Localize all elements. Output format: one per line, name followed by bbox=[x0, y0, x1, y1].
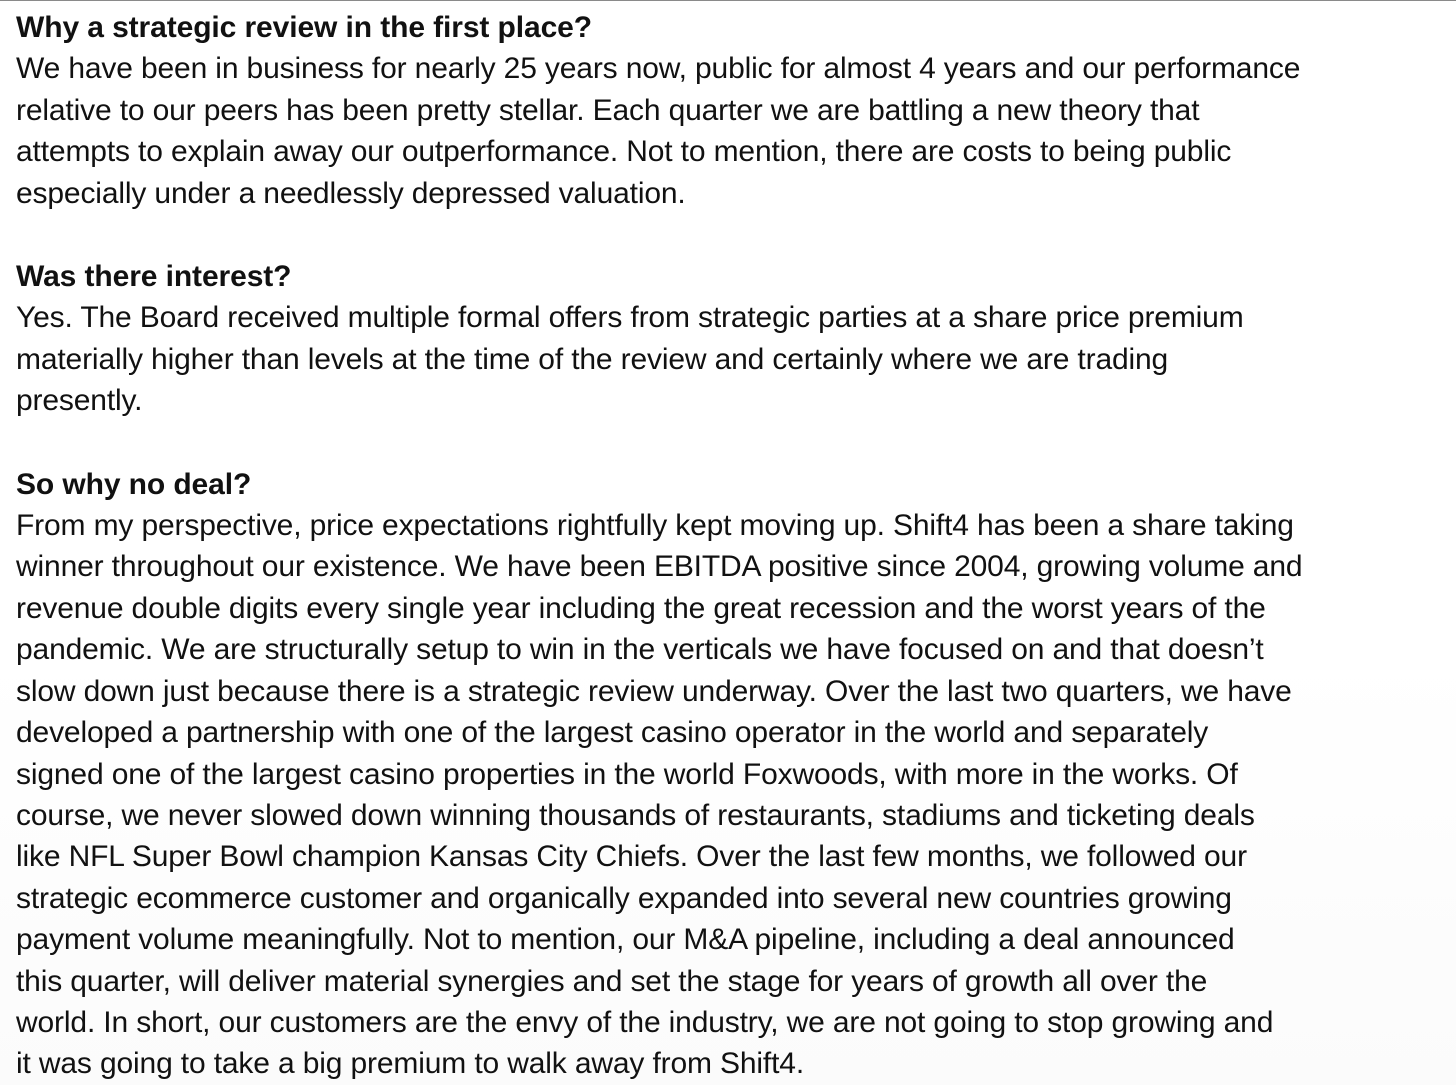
section-paragraph bbox=[16, 48, 1452, 214]
section-no-deal bbox=[16, 464, 1452, 1085]
section-heading: Why a strategic review in the first place? bbox=[16, 11, 592, 44]
paragraph-line: revenue double digits every single year including the great recession and the worst years of the bbox=[16, 591, 1266, 625]
paragraph-line: developed a partnership with one of the largest casino operator in the world and separately bbox=[16, 716, 1209, 750]
document-content bbox=[16, 7, 1452, 1085]
section-paragraph bbox=[16, 297, 1452, 421]
paragraph-line: it was going to take a big premium to walk away from Shift4. bbox=[16, 1047, 805, 1081]
paragraph-line: world. In short, our customers are the envy of the industry, we are not going to stop growing and bbox=[16, 1005, 1274, 1039]
section-paragraph bbox=[16, 505, 1452, 1085]
paragraph-line: like NFL Super Bowl champion Kansas City Chiefs. Over the last few months, we followed our bbox=[16, 840, 1247, 874]
section-interest bbox=[16, 256, 1452, 422]
paragraph-line: winner throughout our existence. We have been EBITDA positive since 2004, growing volume and bbox=[16, 550, 1303, 584]
paragraph-line: From my perspective, price expectations rightfully kept moving up. Shift4 has been a share taking bbox=[16, 509, 1294, 543]
section-heading: Was there interest? bbox=[16, 260, 292, 294]
paragraph-line: materially higher than levels at the time of the review and certainly where we are trading bbox=[16, 342, 1169, 376]
paragraph-line: slow down just because there is a strategic review underway. Over the last two quarters, we have bbox=[16, 674, 1292, 708]
paragraph-line: presently. bbox=[16, 384, 143, 418]
section-strategic-review bbox=[16, 7, 1452, 214]
paragraph-line: payment volume meaningfully. Not to mention, our M&A pipeline, including a deal announced bbox=[16, 923, 1235, 957]
section-heading: So why no deal? bbox=[16, 467, 252, 501]
paragraph-line: strategic ecommerce customer and organically expanded into several new countries growing bbox=[16, 881, 1232, 915]
paragraph-line: especially under a needlessly depressed valuation. bbox=[16, 176, 686, 210]
paragraph-line: course, we never slowed down winning thousands of restaurants, stadiums and ticketing deals bbox=[16, 798, 1255, 832]
paragraph-line: attempts to explain away our outperformance. Not to mention, there are costs to being public bbox=[16, 135, 1232, 169]
paragraph-line: relative to our peers has been pretty stellar. Each quarter we are battling a new theory that bbox=[16, 93, 1200, 127]
paragraph-line: this quarter, will deliver material synergies and set the stage for years of growth all over the bbox=[16, 964, 1208, 998]
paragraph-line: signed one of the largest casino properties in the world Foxwoods, with more in the works. Of bbox=[16, 757, 1238, 791]
paragraph-line: pandemic. We are structurally setup to win in the verticals we have focused on and that doesn’t bbox=[16, 633, 1264, 667]
paragraph-line: Yes. The Board received multiple formal offers from strategic parties at a share price premium bbox=[16, 301, 1244, 335]
paragraph-line: We have been in business for nearly 25 years now, public for almost 4 years and our performance bbox=[16, 52, 1301, 86]
